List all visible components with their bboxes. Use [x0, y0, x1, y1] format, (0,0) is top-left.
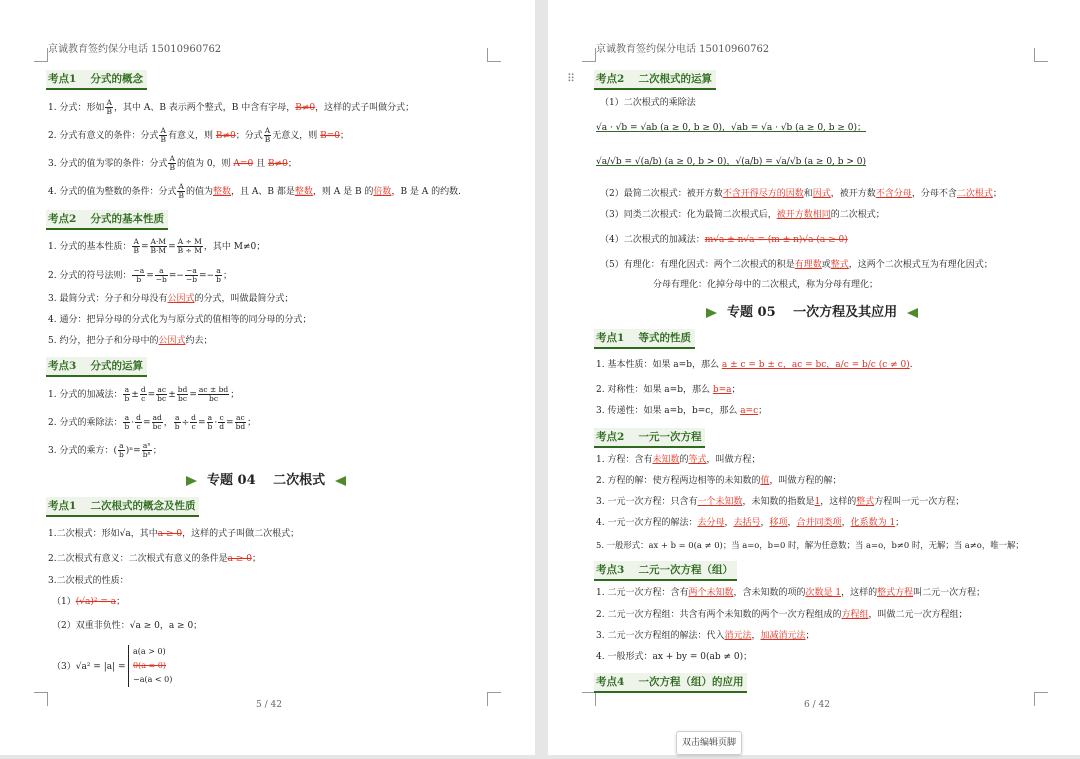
section-heading: 考点1 二次根式的概念及性质 — [46, 497, 199, 517]
triangle-left-icon — [907, 308, 918, 318]
list-item: 1.二次根式：形如√a，其中a ≥ 0，这样的式子叫做二次根式； — [48, 529, 300, 539]
section-heading: 考点3 二元一次方程（组） — [594, 561, 737, 581]
formula: √a · √b = √ab (a ≥ 0, b ≥ 0)，√ab = √a · √b (a ≥ 0, b ≥ 0)； — [596, 123, 867, 133]
list-item: 5. 一般形式：ax + b = 0(a ≠ 0)；当 a=o，b=0 时，解为任意数；当 a=o，b≠0 时，无解；当 a≠o，唯一解； — [596, 540, 1024, 550]
section-heading: 考点3 分式的运算 — [46, 357, 147, 377]
crop-mark — [582, 692, 596, 706]
list-item: 2. 分式的符号法则： $\frac{-a}{b}$ = $\frac{a}{-b}$ =− $\frac{-a}{-b}$ =− $\frac{a}{b}$ ； — [48, 266, 232, 284]
crop-mark — [487, 692, 501, 706]
list-item: 4. 一般形式：ax + by = 0(ab ≠ 0)； — [596, 652, 753, 662]
list-item: 2. 分式有意义的条件：分式 $\frac{A}{B}$ 有意义，则 B≠0；分式 $\frac{A}{B}$ 无意义，则 B=0； — [48, 126, 350, 144]
piecewise-cases: a(a > 0) 0(a = 0) −a(a < 0) — [128, 645, 172, 687]
list-item: （3）√a² = |a| = — [52, 662, 126, 672]
list-item: 3. 传递性：如果 a=b，b=c，那么 a=c； — [596, 406, 768, 416]
page-left — [0, 0, 535, 755]
topic-title: 专题 05 一次方程及其应用 — [706, 301, 918, 320]
list-item: 3. 分式的值为零的条件：分式 $\frac{A}{B}$ 的值为 0，则 A=0 且 B≠0； — [48, 154, 297, 172]
crop-mark — [34, 692, 48, 706]
list-item: 4. 通分：把异分母的分式化为与原分式的值相等的同分母的分式； — [48, 315, 312, 325]
triangle-right-icon — [706, 308, 717, 318]
page-right — [548, 0, 1080, 755]
crop-mark — [1034, 48, 1048, 62]
list-item: 3. 二元一次方程组的解法：代入消元法，加减消元法； — [596, 631, 815, 641]
section-heading: 考点2 分式的基本性质 — [46, 210, 168, 230]
list-item: 1. 分式的基本性质： $\frac{A}{B}$ = $\frac{A\cdot M}{B\cdot M}$ = $\frac{A \div M}{B \div M}$ ，其中 M≠0； — [48, 237, 266, 255]
page-number: 6 / 42 — [804, 700, 830, 710]
crop-mark — [582, 48, 596, 62]
list-item: 2. 对称性：如果 a=b，那么 b=a； — [596, 385, 741, 395]
section-heading: 考点2 二次根式的运算 — [594, 70, 716, 90]
list-item: 2. 分式的乘除法： $\frac{a}{b}$ · $\frac{d}{c}$ = $\frac{ad}{bc}$ ， $\frac{a}{b}$ ÷ $\frac{d}{c}$ = $\frac{a}{b}$ · $\frac{c}{d}$ = $\frac{ac}{bd}$ ； — [48, 413, 257, 431]
triangle-left-icon — [335, 476, 346, 486]
crop-mark — [34, 48, 48, 62]
crop-mark — [487, 48, 501, 62]
list-item: 3. 分式的乘方：( $\frac{a}{b}$ )ⁿ= $\frac{\text{aⁿ}}{\text{bⁿ}}$ ； — [48, 441, 162, 459]
list-item: （3）同类二次根式：化为最简二次根式后，被开方数相同的二次根式； — [600, 210, 885, 220]
list-item: 2. 二元一次方程组：共含有两个未知数的两个一次方程组成的方程组，叫做二元一次方程组； — [596, 610, 968, 620]
topic-title: 专题 04 二次根式 — [186, 469, 346, 488]
list-item: 5. 约分，把分子和分母中的公因式约去； — [48, 336, 213, 346]
page-gap — [535, 0, 548, 759]
list-item: 4. 分式的值为整数的条件：分式 $\frac{A}{B}$ 的值为整数，且 A、B 都是整数，则 A 是 B 的倍数，B 是 A 的约数. — [48, 182, 461, 200]
edit-footer-button[interactable]: 双击编辑页脚 — [676, 731, 742, 755]
list-item: （1）二次根式的乘除法 — [600, 98, 696, 108]
list-item: 1. 分式：形如 $\frac{A}{B}$ ，其中 A、B 表示两个整式，B 中含有字母，B≠0，这样的式子叫做分式； — [48, 98, 415, 116]
list-item: 1. 方程：含有未知数的等式，叫做方程； — [596, 455, 761, 465]
page-header: 京诚教育签约保分电话 15010960762 — [48, 44, 222, 55]
list-item: 1. 分式的加减法： $\frac{a}{b}$ ± $\frac{d}{c}$ = $\frac{ac}{bc}$ ± $\frac{bd}{bc}$ = $\frac{ac \pm bd}{bc}$ ； — [48, 385, 240, 403]
list-item: （2）最简二次根式：被开方数不含开得尽方的因数和因式，被开方数不含分母，分母不含二次根式； — [600, 189, 1002, 199]
triangle-right-icon — [186, 476, 197, 486]
page-header: 京诚教育签约保分电话 15010960762 — [596, 44, 770, 55]
crop-mark — [1034, 692, 1048, 706]
list-item: （2）双重非负性：√a ≥ 0，a ≥ 0； — [52, 621, 203, 631]
list-item: 2.二次根式有意义：二次根式有意义的条件是a ≥ 0； — [48, 554, 261, 564]
list-item: 2. 方程的解：使方程两边相等的未知数的值，叫做方程的解； — [596, 476, 842, 486]
list-item: 3.二次根式的性质： — [48, 576, 129, 586]
formula: √a/√b = √(a/b) (a ≥ 0, b > 0)，√(a/b) = √a/√b (a ≥ 0, b > 0) — [596, 157, 867, 167]
list-item: 3. 最简分式：分子和分母没有公因式的分式，叫做最简分式； — [48, 294, 294, 304]
drag-handle-icon[interactable]: ⠿ — [567, 72, 576, 85]
list-item: 3. 一元一次方程：只含有一个未知数，未知数的指数是1，这样的整式方程叫一元一次方程； — [596, 497, 965, 507]
list-item: （1）(√a)² = a； — [52, 597, 126, 607]
list-item: 分母有理化：化掉分母中的二次根式，称为分母有理化； — [653, 280, 879, 290]
page-number: 5 / 42 — [256, 700, 282, 710]
list-item: 1. 二元一次方程：含有两个未知数，含未知数的项的次数是 1，这样的整式方程叫二元一次方程； — [596, 588, 986, 598]
list-item: 1. 基本性质：如果 a=b，那么 a ± c = b ± c，ac = bc，a/c = b/c (c ≠ 0). — [596, 360, 913, 370]
section-heading: 考点2 一元一次方程 — [594, 428, 705, 448]
section-heading: 考点1 分式的概念 — [46, 70, 147, 90]
list-item: 4. 一元一次方程的解法：去分母，去括号，移项，合并同类项，化系数为 1； — [596, 518, 905, 528]
section-heading: 考点4 一次方程（组）的应用 — [594, 673, 747, 693]
section-heading: 考点1 等式的性质 — [594, 329, 695, 349]
list-item: （4）二次根式的加减法：m√a ± n√a = (m ± n)√a (a ≥ 0) — [600, 235, 848, 245]
list-item: （5）有理化：有理化因式：两个二次根式的积是有理数或整式，这两个二次根式互为有理化因式； — [600, 260, 993, 270]
